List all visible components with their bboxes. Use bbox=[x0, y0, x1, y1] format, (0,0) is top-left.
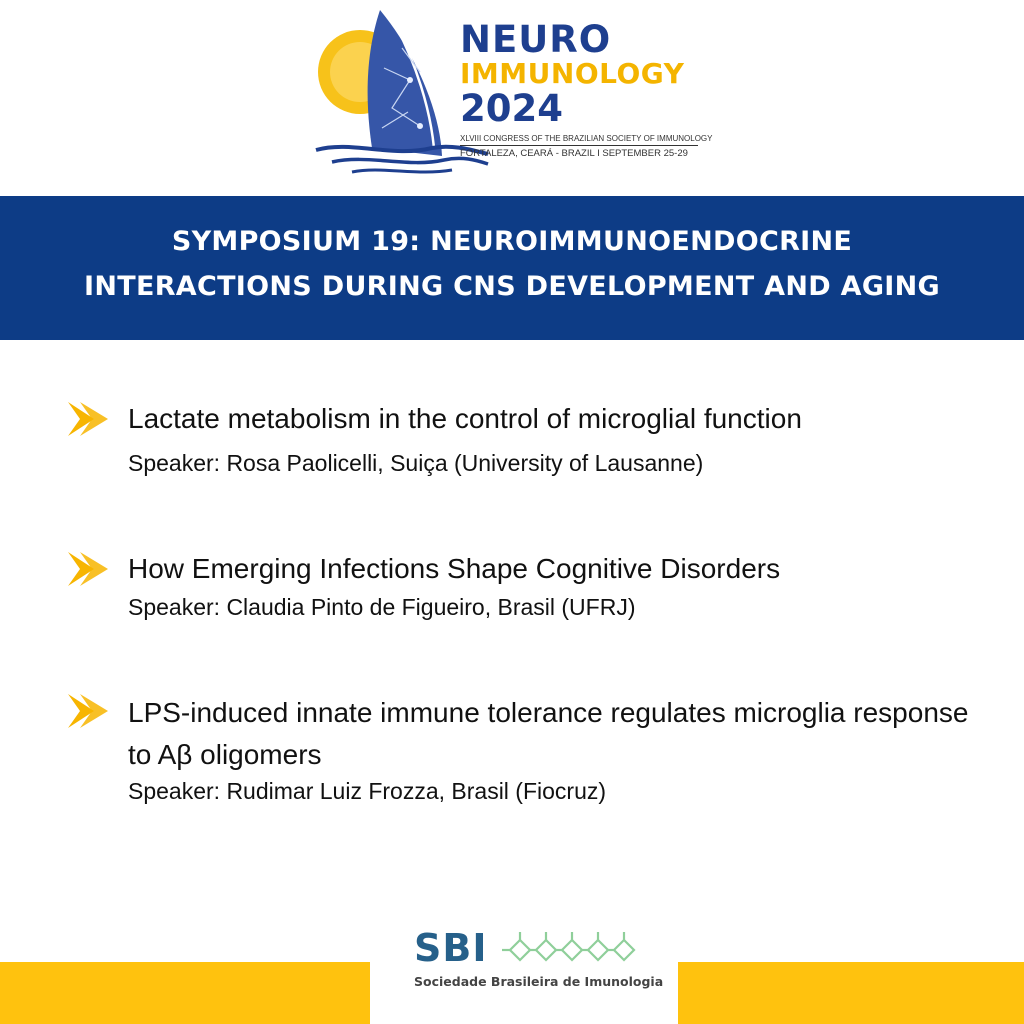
talk-title: How Emerging Infections Shape Cognitive Disorders bbox=[128, 553, 781, 584]
talk-speaker: Speaker: Rosa Paolicelli, Suiça (University of Lausanne) bbox=[128, 450, 704, 476]
logo-neuro: NEURO bbox=[460, 18, 612, 61]
banner-line-1: SYMPOSIUM 19: NEUROIMMUNOENDOCRINE bbox=[171, 226, 853, 257]
congress-logo bbox=[312, 8, 712, 178]
sbi-letters: SBI bbox=[414, 926, 488, 970]
talk-speaker: Speaker: Rudimar Luiz Frozza, Brasil (Fiocruz) bbox=[128, 778, 607, 804]
logo-year: 2024 bbox=[460, 87, 563, 130]
sbi-full-name: Sociedade Brasileira de Imunologia bbox=[414, 974, 664, 989]
logo-text bbox=[460, 18, 713, 159]
logo-immunology: IMMUNOLOGY bbox=[460, 57, 685, 90]
arrow-bullet-icon bbox=[64, 400, 112, 438]
footer-bar-left bbox=[0, 962, 370, 1024]
talk-title: LPS-induced innate immune tolerance regulates microglia response to Aβ oligomers bbox=[128, 697, 969, 770]
arrow-bullet-icon bbox=[64, 550, 112, 588]
logo-place: FORTALEZA, CEARÁ - BRAZIL I SEPTEMBER 25-29 bbox=[460, 148, 688, 159]
symposium-banner bbox=[0, 196, 1024, 340]
footer-bar-right bbox=[678, 962, 1024, 1024]
talk-speaker: Speaker: Claudia Pinto de Figueiro, Brasil (UFRJ) bbox=[128, 594, 636, 620]
talk-title: Lactate metabolism in the control of microglial function bbox=[128, 403, 802, 434]
logo-congress: XLVIII CONGRESS OF THE BRAZILIAN SOCIETY OF IMMUNOLOGY bbox=[460, 134, 698, 146]
antibody-chain-icon bbox=[502, 930, 638, 970]
sbi-logo bbox=[414, 926, 664, 996]
arrow-bullet-icon bbox=[64, 692, 112, 730]
banner-line-2: INTERACTIONS DURING CNS DEVELOPMENT AND AGING bbox=[83, 271, 941, 302]
